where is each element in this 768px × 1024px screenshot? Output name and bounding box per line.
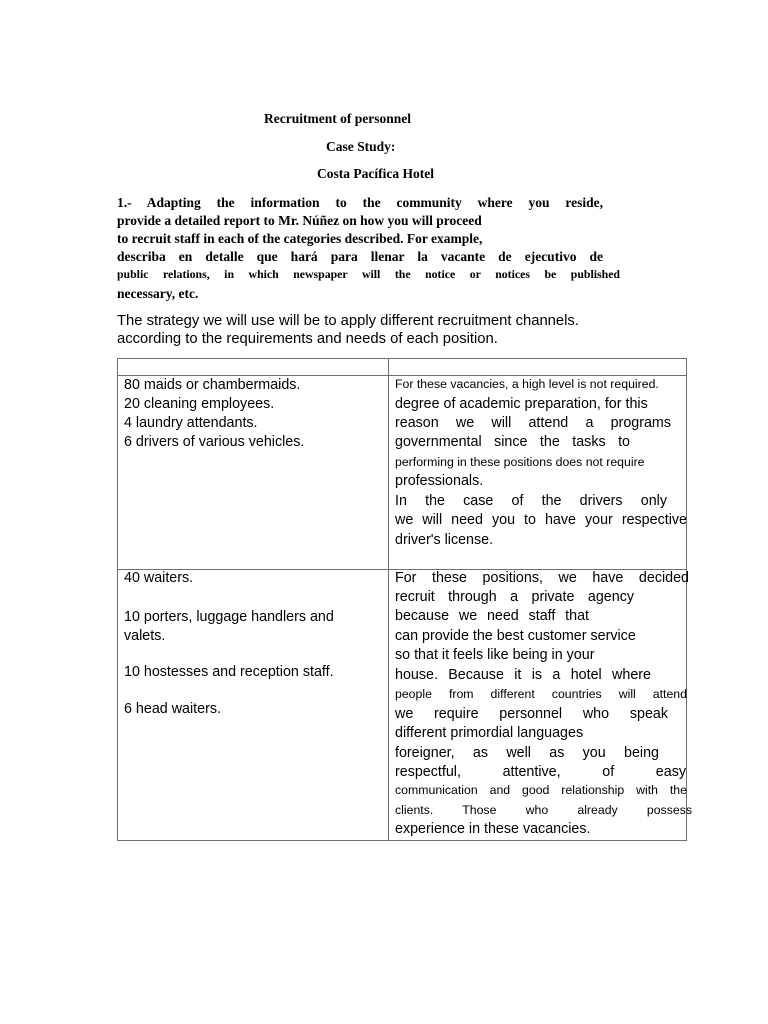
position-item: 10 hostesses and reception staff.	[124, 664, 334, 680]
position-item: 80 maids or chambermaids.	[124, 377, 301, 393]
strategy-text-line: because we need staff that	[395, 608, 589, 624]
strategy-text-line: so that it feels like being in your	[395, 647, 595, 663]
strategy-text-line: clients. Those who already possess	[395, 803, 692, 817]
question-line: public relations, in which newspaper will the notice or notices be published	[117, 267, 620, 281]
strategy-text-line: governmental since the tasks to	[395, 434, 630, 450]
position-item: 6 drivers of various vehicles.	[124, 434, 305, 450]
strategy-text-line: For these vacancies, a high level is not required.	[395, 377, 659, 391]
table-border-top	[117, 358, 687, 359]
case-study-label: Case Study:	[326, 139, 396, 154]
table-border-middle	[388, 358, 389, 841]
strategy-text-line: reason we will attend a programs	[395, 415, 671, 431]
strategy-text-line: foreigner, as well as you being	[395, 745, 659, 761]
strategy-text-line: communication and good relationship with the	[395, 783, 687, 797]
document-title: Recruitment of personnel	[264, 111, 411, 126]
strategy-text-line: respectful, attentive, of easy	[395, 764, 686, 780]
table-border-bottom	[117, 840, 687, 841]
table-border-right	[686, 358, 687, 841]
question-line: to recruit staff in each of the categories described. For example,	[117, 231, 483, 246]
strategy-text-line: In the case of the drivers only	[395, 493, 667, 509]
strategy-text-line: recruit through a private agency	[395, 589, 634, 605]
strategy-text-line: people from different countries will attend	[395, 687, 687, 701]
strategy-line: according to the requirements and needs of each position.	[117, 331, 498, 347]
question-line: 1.- Adapting the information to the community where you reside,	[117, 195, 603, 210]
position-item: valets.	[124, 628, 166, 644]
position-item: 40 waiters.	[124, 570, 194, 586]
strategy-text-line: driver's license.	[395, 532, 494, 548]
strategy-text-line: professionals.	[395, 473, 484, 489]
strategy-line: The strategy we will use will be to apply different recruitment channels.	[117, 313, 579, 329]
hotel-name: Costa Pacífica Hotel	[317, 166, 434, 181]
question-line: necessary, etc.	[117, 286, 199, 301]
question-line: describa en detalle que hará para llenar la vacante de ejecutivo de	[117, 249, 603, 264]
question-line: provide a detailed report to Mr. Núñez on how you will proceed	[117, 213, 482, 228]
strategy-text-line: can provide the best customer service	[395, 628, 636, 644]
position-item: 10 porters, luggage handlers and	[124, 609, 334, 625]
strategy-text-line: For these positions, we have decided	[395, 570, 689, 586]
position-item: 4 laundry attendants.	[124, 415, 258, 431]
strategy-text-line: experience in these vacancies.	[395, 821, 591, 837]
table-border-left	[117, 358, 118, 841]
strategy-text-line: degree of academic preparation, for this	[395, 396, 648, 412]
position-item: 6 head waiters.	[124, 701, 221, 717]
strategy-text-line: different primordial languages	[395, 725, 584, 741]
strategy-text-line: performing in these positions does not require	[395, 455, 645, 469]
strategy-text-line: we will need you to have your respective	[395, 512, 687, 528]
strategy-text-line: we require personnel who speak	[395, 706, 668, 722]
strategy-text-line: house. Because it is a hotel where	[395, 667, 651, 683]
position-item: 20 cleaning employees.	[124, 396, 275, 412]
